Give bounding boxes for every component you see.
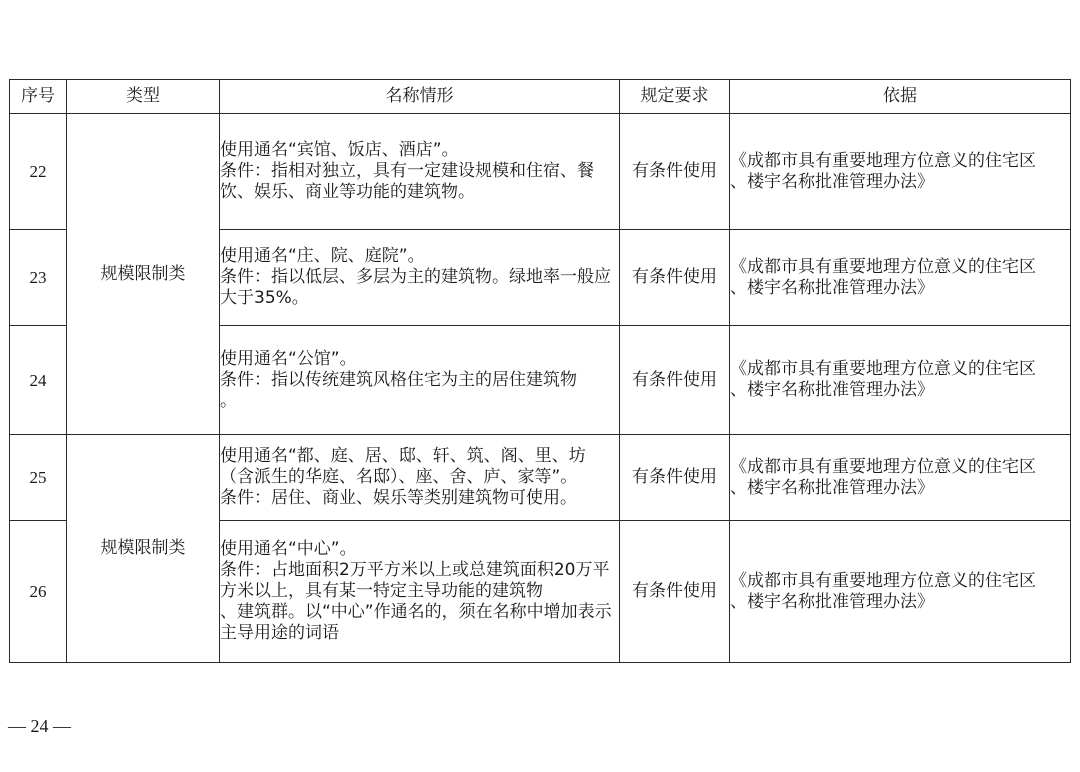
basis-cell: 《成都市具有重要地理方位意义的住宅区 、楼宇名称批准管理办法》	[730, 230, 1071, 326]
name-situation-cell: 使用通名“公馆”。 条件：指以传统建筑风格住宅为主的居住建筑物 。	[220, 326, 620, 435]
row-number: 25	[10, 435, 67, 521]
header-requirement: 规定要求	[620, 80, 730, 114]
type-cell: 规模限制类	[67, 435, 220, 663]
header-name-situation: 名称情形	[220, 80, 620, 114]
name-situation-cell: 使用通名“庄、院、庭院”。 条件：指以低层、多层为主的建筑物。绿地率一般应大于35%。	[220, 230, 620, 326]
name-situation-cell: 使用通名“宾馆、饭店、酒店”。 条件：指相对独立，具有一定建设规模和住宿、餐饮、娱乐、商业等功能的建筑物。	[220, 114, 620, 230]
table-header-row	[10, 80, 1071, 114]
header-basis: 依据	[730, 80, 1071, 114]
requirement-cell: 有条件使用	[620, 521, 730, 663]
requirement-cell: 有条件使用	[620, 326, 730, 435]
requirement-cell: 有条件使用	[620, 230, 730, 326]
type-cell: 规模限制类	[67, 114, 220, 435]
basis-cell: 《成都市具有重要地理方位意义的住宅区 、楼宇名称批准管理办法》	[730, 326, 1071, 435]
table-row	[10, 435, 1071, 521]
basis-cell: 《成都市具有重要地理方位意义的住宅区 、楼宇名称批准管理办法》	[730, 114, 1071, 230]
page-number: — 24 —	[8, 716, 71, 736]
table-row	[10, 114, 1071, 230]
name-situation-cell: 使用通名“中心”。 条件：占地面积2万平方米以上或总建筑面积20万平方米以上，具有某一特定主导功能的建筑物 、建筑群。以“中心”作通名的，须在名称中增加表示主导用途的词语	[220, 521, 620, 663]
row-number: 24	[10, 326, 67, 435]
requirement-cell: 有条件使用	[620, 435, 730, 521]
header-type: 类型	[67, 80, 220, 114]
name-situation-cell: 使用通名“都、庭、居、邸、轩、筑、阁、里、坊（含派生的华庭、名邸）、座、舍、庐、家等”。 条件：居住、商业、娱乐等类别建筑物可使用。	[220, 435, 620, 521]
row-number: 26	[10, 521, 67, 663]
basis-cell: 《成都市具有重要地理方位意义的住宅区 、楼宇名称批准管理办法》	[730, 435, 1071, 521]
regulation-table	[9, 79, 1071, 663]
header-serial-number: 序号	[10, 80, 67, 114]
row-number: 23	[10, 230, 67, 326]
requirement-cell: 有条件使用	[620, 114, 730, 230]
basis-cell: 《成都市具有重要地理方位意义的住宅区 、楼宇名称批准管理办法》	[730, 521, 1071, 663]
row-number: 22	[10, 114, 67, 230]
